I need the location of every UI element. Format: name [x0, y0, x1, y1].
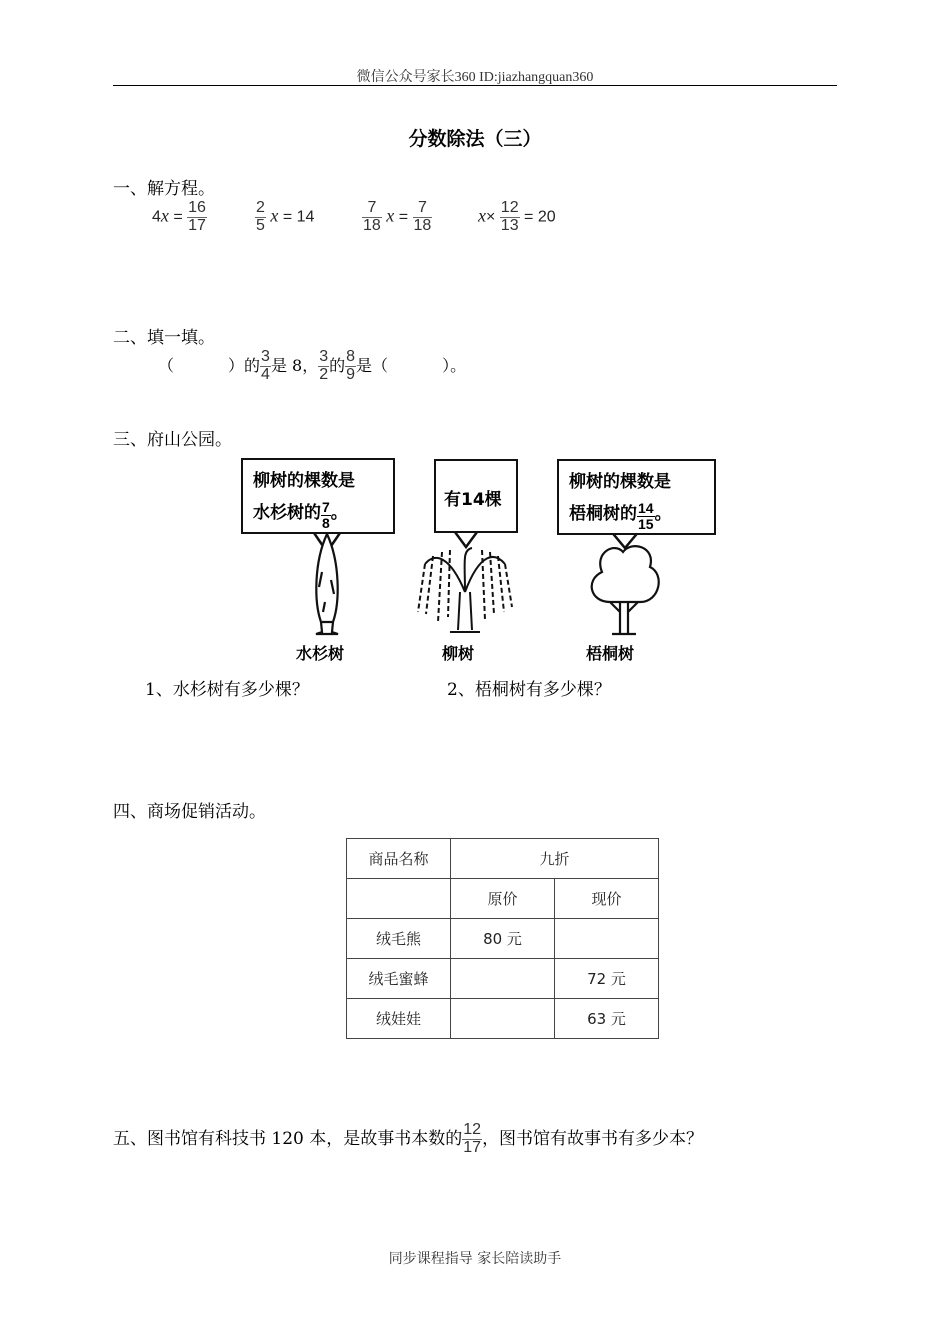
bubble3-prefix: 梧桐树的	[569, 504, 637, 524]
bubble1-line1: 柳树的棵数是	[253, 471, 355, 491]
bubble1-suffix: 。	[330, 503, 348, 523]
eq1-fraction	[187, 200, 207, 235]
eq3-rden: 18	[413, 216, 432, 234]
section5-fraction	[462, 1122, 482, 1157]
metasequoia-tree-icon	[316, 534, 338, 634]
fill-blank-1-open: （	[158, 355, 175, 375]
eq2-num: 2	[256, 199, 265, 216]
bubble1-den: 8	[322, 515, 330, 531]
eq3-num: 7	[367, 199, 377, 216]
item-now-price-cell: 72 元	[555, 959, 659, 999]
equation-3	[362, 200, 432, 235]
bubble3-line1: 柳树的棵数是	[569, 472, 671, 492]
eq4-var: x	[478, 205, 486, 226]
tree-label-3: 梧桐树	[586, 644, 635, 663]
fill-fraction-3-4	[260, 349, 271, 384]
empty-cell	[347, 879, 451, 919]
question-3-2: 2、梧桐树有多少棵？	[447, 680, 611, 700]
eq4-rhs: = 20	[524, 208, 556, 226]
bubble3-den: 15	[638, 516, 654, 532]
bubble2-text: 有14棵	[444, 490, 502, 510]
fill-text-mid: 是 8，	[270, 355, 319, 375]
page-title: 分数除法（三）	[408, 128, 542, 150]
item-name-cell: 绒毛熊	[347, 919, 451, 959]
table-row	[347, 999, 659, 1039]
header-name-cell: 商品名称	[347, 839, 451, 879]
eq3-fraction-left	[362, 200, 382, 235]
f2-den: 2	[319, 365, 329, 383]
section5-suffix: ，图书馆有故事书有多少本？	[482, 1128, 704, 1149]
section2-heading: 二、填一填。	[113, 328, 215, 348]
section5-den: 17	[463, 1138, 482, 1156]
f2-num: 3	[319, 348, 329, 365]
eq2-den: 5	[256, 216, 265, 234]
eq2-var: x	[270, 205, 279, 226]
equation-4	[478, 200, 556, 235]
section5-problem	[113, 1122, 703, 1157]
speech-bubble-3	[557, 459, 716, 535]
eq4-den: 13	[500, 216, 519, 234]
eq3-den: 18	[363, 216, 381, 234]
bubble3-suffix: 。	[654, 504, 672, 524]
eq1-coef: 4	[152, 208, 161, 226]
table-row	[347, 919, 659, 959]
item-name-cell: 绒毛蜜蜂	[347, 959, 451, 999]
eq4-fraction	[500, 200, 520, 235]
eq3-fraction-right	[413, 200, 433, 235]
equation-1	[152, 200, 207, 235]
header-orig-price-cell: 原价	[451, 879, 555, 919]
bubble1-prefix: 水杉树的	[253, 503, 321, 523]
eq1-num: 16	[188, 199, 206, 216]
item-now-price-cell[interactable]	[555, 919, 659, 959]
header-now-price-cell: 现价	[555, 879, 659, 919]
fill-blank-2-close: ）。	[442, 355, 467, 375]
fill-fraction-3-2	[318, 349, 329, 384]
eq2-fraction	[255, 200, 266, 235]
eq2-rhs: = 14	[282, 208, 315, 226]
equation-2	[255, 200, 314, 235]
tree-label-1: 水杉树	[296, 644, 345, 663]
f3-den: 9	[346, 365, 356, 383]
bubble1-fraction	[321, 500, 331, 530]
table-row	[347, 879, 659, 919]
bubble1-num: 7	[322, 499, 330, 516]
eq1-var: x	[160, 205, 169, 226]
section5-num: 12	[463, 1121, 482, 1138]
fill-in-sentence	[158, 349, 466, 384]
f1-den: 4	[261, 365, 270, 383]
item-orig-price-cell[interactable]	[451, 999, 555, 1039]
header-rule	[113, 85, 837, 86]
f1-num: 3	[261, 348, 270, 365]
header-discount-cell: 九折	[451, 839, 659, 879]
section1-heading: 一、解方程。	[113, 179, 215, 199]
section5-prefix: 五、图书馆有科技书 120 本，是故事书本数的	[113, 1128, 463, 1149]
f3-num: 8	[346, 348, 356, 365]
page-header-text: 微信公众号家长360 ID:jiazhangquan360	[356, 70, 594, 85]
bubble3-fraction	[637, 501, 655, 531]
bubble1-line2	[253, 498, 348, 531]
section3-heading: 三、府山公园。	[113, 430, 232, 450]
item-name-cell: 绒娃娃	[347, 999, 451, 1039]
fill-text-de1: ）的	[228, 355, 261, 375]
item-orig-price-cell: 80 元	[451, 919, 555, 959]
section4-heading: 四、商场促销活动。	[113, 802, 266, 822]
bubble3-line2	[569, 499, 672, 532]
speech-bubble-2	[434, 459, 518, 533]
eq4-num: 12	[500, 199, 519, 216]
question-3-1: 1、水杉树有多少棵？	[145, 680, 309, 700]
fill-blank-2-open: 是（	[356, 355, 389, 375]
table-row	[347, 959, 659, 999]
tree-label-2: 柳树	[442, 644, 475, 663]
speech-bubble-1	[241, 458, 395, 534]
table-row	[347, 839, 659, 879]
eq3-rnum: 7	[417, 199, 427, 216]
eq1-op: =	[173, 208, 183, 226]
eq4-op: ×	[486, 208, 496, 226]
eq1-den: 17	[188, 216, 206, 234]
item-now-price-cell: 63 元	[555, 999, 659, 1039]
eq3-var: x	[386, 205, 395, 226]
bubble3-num: 14	[638, 500, 654, 517]
willow-tree-icon	[418, 548, 512, 632]
promotion-table	[346, 838, 659, 1039]
parasol-tree-icon	[592, 546, 659, 634]
page-footer: 同步课程指导 家长陪读助手	[388, 1251, 562, 1267]
item-orig-price-cell[interactable]	[451, 959, 555, 999]
fill-fraction-8-9	[345, 349, 356, 384]
fill-text-de2: 的	[329, 355, 346, 375]
eq3-op: =	[398, 208, 409, 226]
